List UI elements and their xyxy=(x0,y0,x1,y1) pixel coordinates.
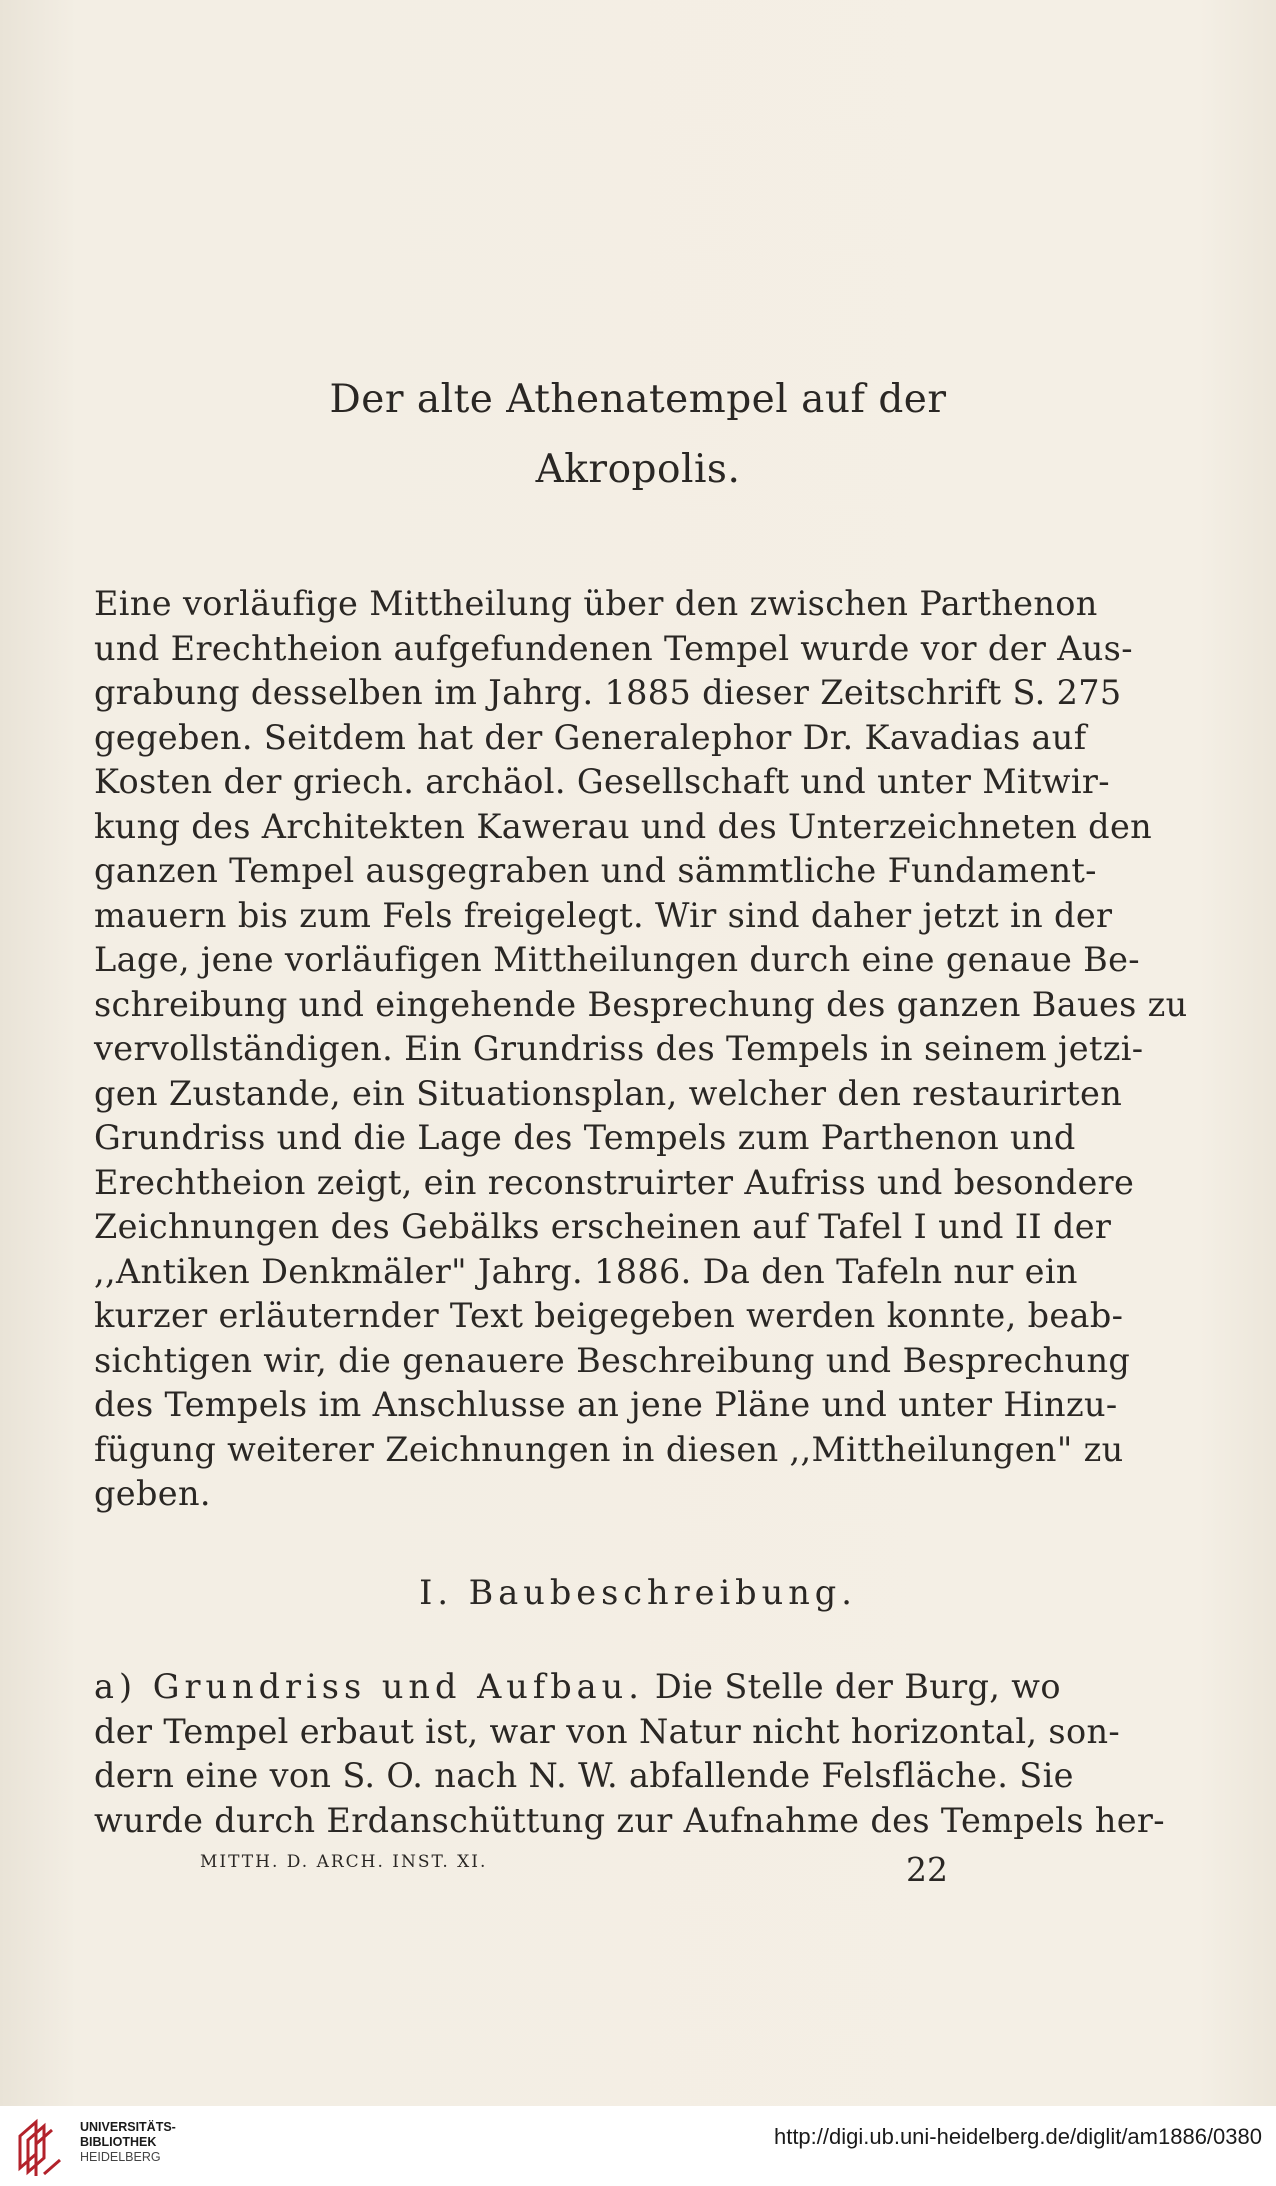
text-line: schreibung und eingehende Besprechung des ganzen Baues zu xyxy=(94,984,1188,1024)
text-line: kung des Architekten Kawerau und des Unterzeichneten den xyxy=(94,806,1153,846)
text-line: geben. xyxy=(94,1474,211,1513)
text-line xyxy=(94,1665,1060,1710)
text-line: Grundriss und die Lage des Tempels zum Parthenon und xyxy=(94,1118,1076,1157)
signature-mark: 22 xyxy=(906,1850,948,1889)
text-line: Erechtheion zeigt, ein reconstruirter Aufriss und besondere xyxy=(94,1162,1135,1202)
text-line: kurzer erläuternder Text beigegeben werden konnte, beab- xyxy=(94,1296,1124,1335)
text-line: sichtigen wir, die genauere Beschreibung und Besprechung xyxy=(94,1340,1131,1380)
subsection-lead: a) Grundriss und Aufbau. xyxy=(94,1667,644,1706)
text-line: wurde durch Erdanschüttung zur Aufnahme des Tempels her- xyxy=(94,1800,1165,1840)
section-heading: I. Baubeschreibung. xyxy=(419,1573,857,1612)
text-line: gen Zustande, ein Situationsplan, welcher den restaurirten xyxy=(94,1073,1123,1113)
library-name xyxy=(80,2120,176,2165)
text-line: gegeben. Seitdem hat der Generalephor Dr. Kavadias auf xyxy=(94,717,1087,757)
text-line: mauern bis zum Fels freigelegt. Wir sind daher jetzt in der xyxy=(94,895,1113,935)
text-line: ,,Antiken Denkmäler" Jahrg. 1886. Da den Tafeln nur ein xyxy=(94,1251,1078,1291)
paragraph-2 xyxy=(94,1665,1165,1843)
article-title-line-2: Akropolis. xyxy=(535,447,741,492)
library-name-line: BIBLIOTHEK xyxy=(80,2135,157,2149)
text-line: Kosten der griech. archäol. Gesellschaft und unter Mitwir- xyxy=(94,762,1110,801)
text-line: vervollständigen. Ein Grundriss des Tempels in seinem jetzi- xyxy=(94,1029,1144,1068)
text-line: des Tempels im Anschlusse an jene Pläne und unter Hinzu- xyxy=(94,1385,1118,1424)
text-line: ganzen Tempel ausgegraben und sämmtliche Fundament- xyxy=(94,851,1097,890)
text-line: der Tempel erbaut ist, war von Natur nicht horizontal, son- xyxy=(94,1711,1121,1751)
text-span: Die Stelle der Burg, wo xyxy=(654,1667,1061,1706)
library-name-line: UNIVERSITÄTS- xyxy=(80,2120,176,2134)
journal-footer: MITTH. D. ARCH. INST. XI. xyxy=(200,1852,488,1872)
library-logo-icon xyxy=(14,2114,72,2176)
article-title-line-1: Der alte Athenatempel auf der xyxy=(329,377,947,422)
paragraph-1 xyxy=(94,582,1188,1517)
text-line: Zeichnungen des Gebälks erscheinen auf Tafel I und II der xyxy=(94,1207,1112,1246)
library-name-line: HEIDELBERG xyxy=(80,2150,161,2164)
text-line: und Erechtheion aufgefundenen Tempel wurde vor der Aus- xyxy=(94,628,1133,668)
text-line: Lage, jene vorläufigen Mittheilungen durch eine genaue Be- xyxy=(94,940,1140,979)
text-line: fügung weiterer Zeichnungen in diesen ,,Mittheilungen" zu xyxy=(94,1429,1124,1469)
source-url[interactable]: http://digi.ub.uni-heidelberg.de/diglit/am1886/0380 xyxy=(773,2124,1262,2149)
text-line: grabung desselben im Jahrg. 1885 dieser Zeitschrift S. 275 xyxy=(94,673,1122,712)
text-line: dern eine von S. O. nach N. W. abfallende Felsfläche. Sie xyxy=(94,1756,1074,1795)
text-line: Eine vorläufige Mittheilung über den zwischen Parthenon xyxy=(94,584,1098,623)
